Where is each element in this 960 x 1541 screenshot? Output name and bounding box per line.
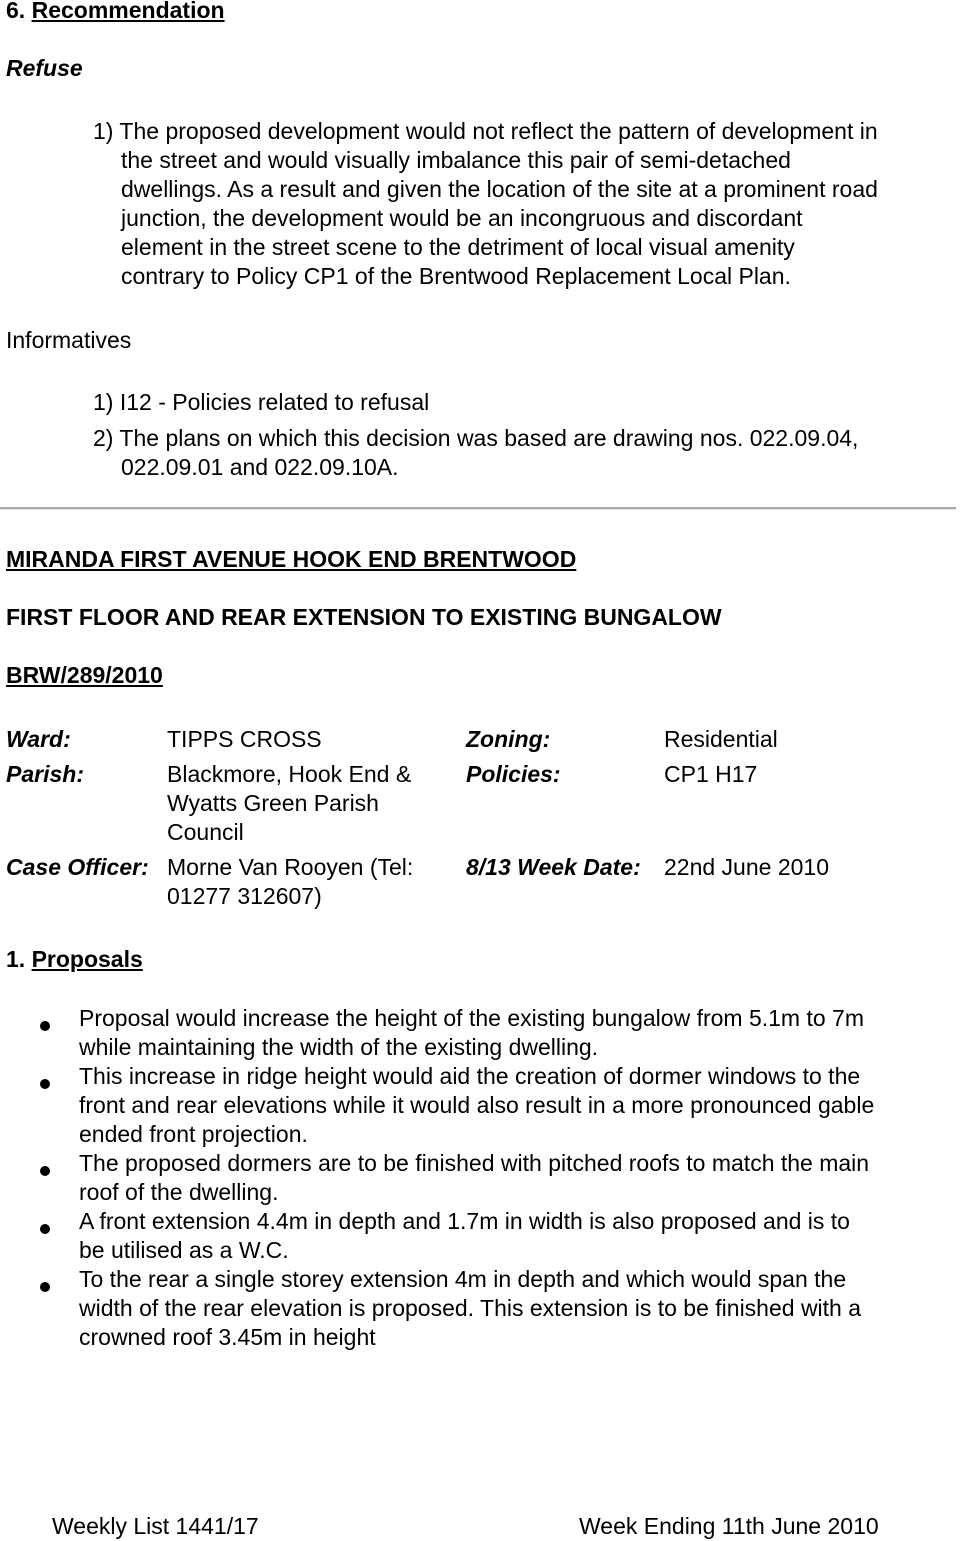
list-item-line: front and rear elevations while it would also result in a more pronounced gable (79, 1092, 875, 1118)
reason-line: the street and would visually imbalance this pair of semi-detached (121, 147, 791, 173)
proposal-description: FIRST FLOOR AND REAR EXTENSION TO EXISTING BUNGALOW (6, 604, 722, 630)
footer-week-ending: Week Ending 11th June 2010 (579, 1513, 879, 1539)
list-item-line: width of the rear elevation is proposed. This extension is to be finished with a (79, 1295, 862, 1321)
parish-value-line: Blackmore, Hook End & (167, 761, 412, 787)
list-item-line: To the rear a single storey extension 4m in depth and which would span the (79, 1266, 847, 1292)
week-date-label: 8/13 Week Date: (466, 854, 641, 880)
list-item-line: crowned roof 3.45m in height (79, 1324, 376, 1350)
parish-value-line: Wyatts Green Parish (167, 790, 379, 816)
list-item-line: roof of the dwelling. (79, 1179, 279, 1205)
application-reference: BRW/289/2010 (6, 662, 163, 688)
reason-line: element in the street scene to the detriment of local visual amenity (121, 234, 795, 260)
list-item-line: The proposed dormers are to be finished with pitched roofs to match the main (79, 1150, 870, 1176)
bullet-icon (40, 1224, 50, 1234)
decision-label: Refuse (6, 55, 83, 81)
parish-label: Parish: (6, 761, 84, 787)
proposals-title: Proposals (31, 946, 143, 972)
week-date-value: 22nd June 2010 (664, 854, 829, 880)
zoning-label: Zoning: (466, 726, 551, 752)
reason-line: junction, the development would be an incongruous and discordant (121, 205, 803, 231)
bullet-icon (40, 1021, 50, 1031)
footer-weekly-list: Weekly List 1441/17 (52, 1513, 259, 1539)
list-item-line: This increase in ridge height would aid the creation of dormer windows to the (79, 1063, 861, 1089)
recommendation-heading (6, 0, 225, 25)
informatives-label: Informatives (6, 327, 132, 353)
ward-value: TIPPS CROSS (167, 726, 322, 752)
reason-line: contrary to Policy CP1 of the Brentwood Replacement Local Plan. (121, 263, 791, 289)
bullet-icon (40, 1282, 50, 1292)
site-address: MIRANDA FIRST AVENUE HOOK END BRENTWOOD (6, 546, 577, 572)
informative-item: 1) I12 - Policies related to refusal (93, 389, 430, 415)
reason-line: 1) The proposed development would not reflect the pattern of development in (93, 118, 878, 144)
bullet-icon (40, 1079, 50, 1089)
zoning-value: Residential (664, 726, 778, 752)
case-officer-value-line: 01277 312607) (167, 883, 322, 909)
policies-label: Policies: (466, 761, 561, 787)
list-item-line: Proposal would increase the height of the existing bungalow from 5.1m to 7m (79, 1005, 864, 1031)
list-item-line: while maintaining the width of the existing dwelling. (79, 1034, 599, 1060)
list-item-line: be utilised as a W.C. (79, 1237, 289, 1263)
case-officer-value-line: Morne Van Rooyen (Tel: (167, 854, 414, 880)
recommendation-number: 6. (6, 0, 32, 23)
list-item-line: ended front projection. (79, 1121, 308, 1147)
policies-value: CP1 H17 (664, 761, 758, 787)
list-item-line: A front extension 4.4m in depth and 1.7m in width is also proposed and is to (79, 1208, 850, 1234)
parish-value-line: Council (167, 819, 244, 845)
informative-item: 2) The plans on which this decision was based are drawing nos. 022.09.04, (93, 425, 859, 451)
bullet-icon (40, 1166, 50, 1176)
informative-item-continued: 022.09.01 and 022.09.10A. (121, 454, 399, 480)
section-divider (0, 507, 956, 510)
ward-label: Ward: (6, 726, 71, 752)
recommendation-title: Recommendation (31, 0, 225, 23)
reason-line: dwellings. As a result and given the location of the site at a prominent road (121, 176, 878, 202)
case-officer-label: Case Officer: (6, 854, 149, 880)
proposals-heading (6, 945, 143, 974)
proposals-number: 1. (6, 946, 32, 972)
